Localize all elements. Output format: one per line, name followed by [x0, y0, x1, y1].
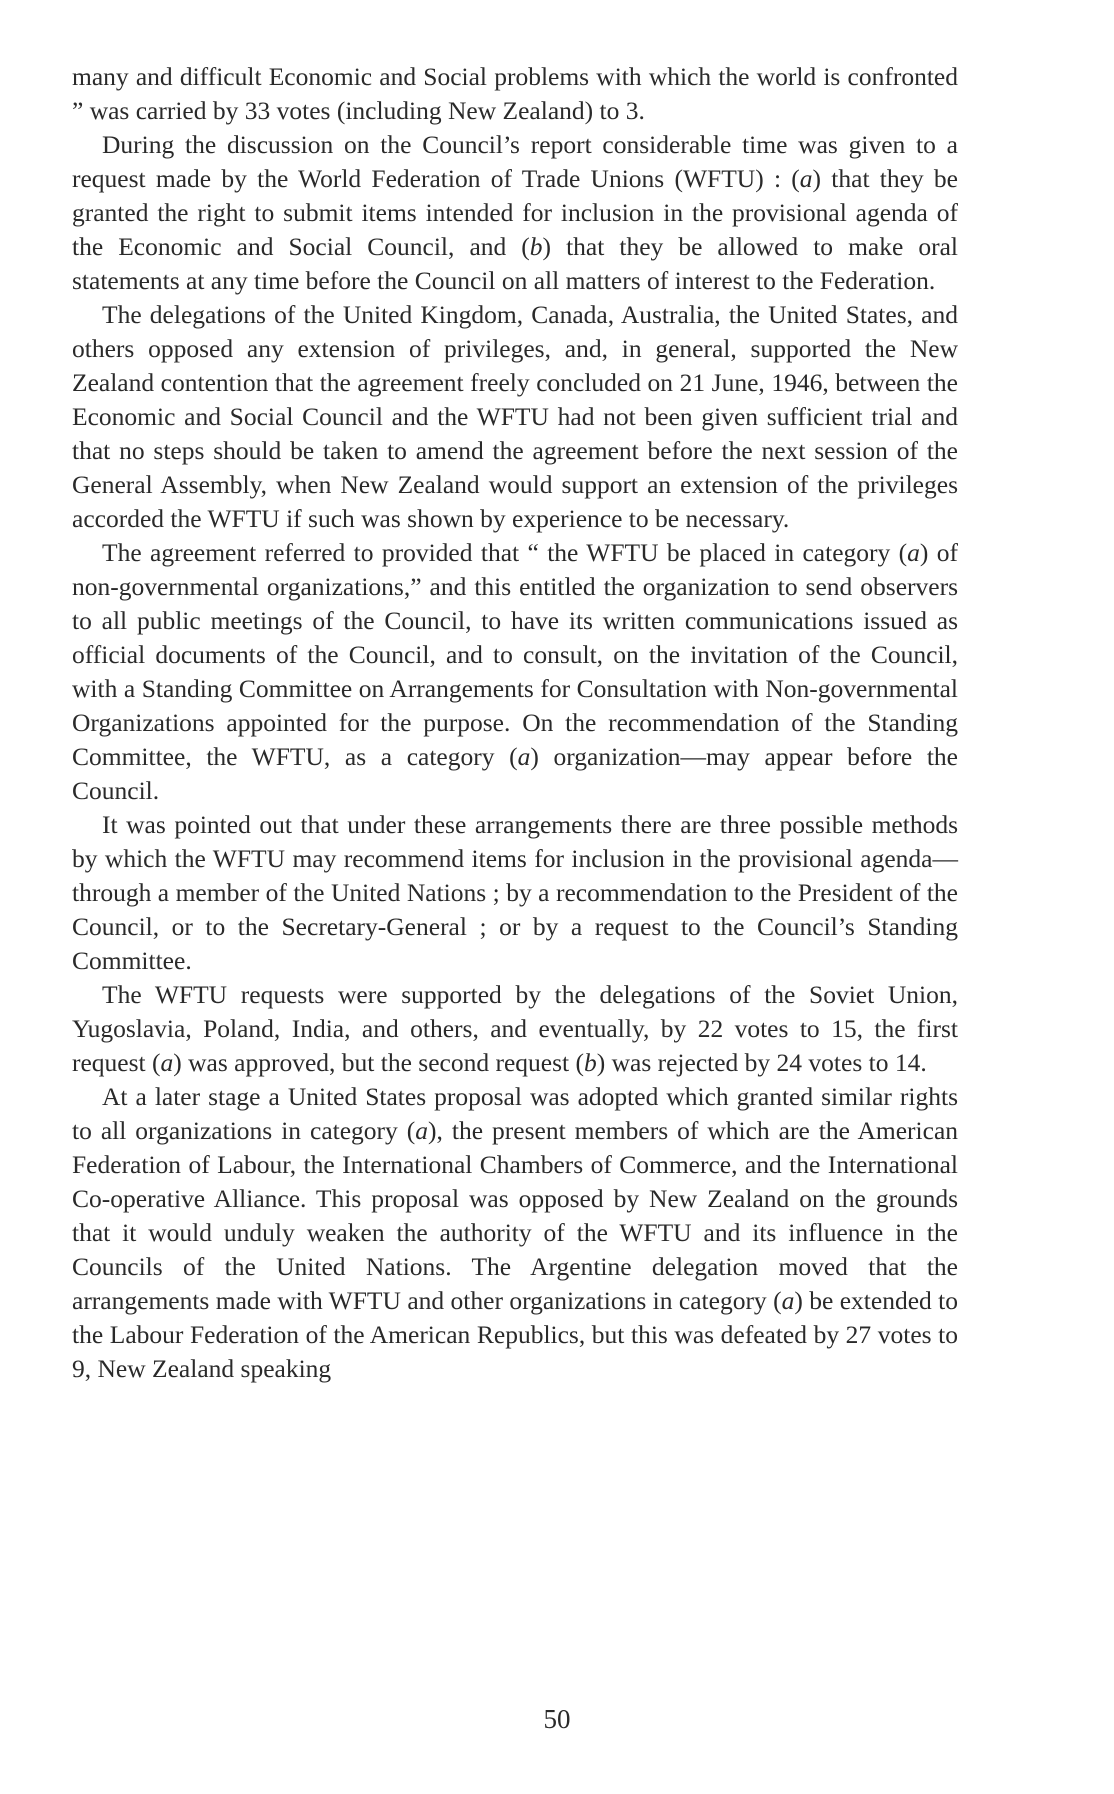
paragraph-methods: It was pointed out that under these arrangements there are three possible methods by which the WFTU may recommend items for inclusion in the provisional agenda—through a member of the United Nations ; by a recommendation to the President of the Council, or to the Secretary-General ; or by a request to the Council’s Standing Committee.	[72, 810, 958, 975]
paragraph-us-proposal: At a later stage a United States proposal was adopted which granted similar rights to all organizations in category (a), the present members of which are the American Federation of Labour, the International Chambers of Commerce, and the International Co-operative Alliance. This proposal was opposed by New Zealand on the grounds that it would unduly weaken the authority of the WFTU and its influence in the Councils of the United Nations. The Argentine delegation moved that the arrangements made with WFTU and other organizations in category (a) be extended to the Labour Federation of the American Republics, but this was defeated by 27 votes to 9, New Zealand speaking	[72, 1082, 959, 1383]
paragraph-wftu-request: During the discussion on the Council’s report considerable time was given to a request made by the World Federation of Trade Unions (WFTU) : (a) that they be granted the right to submit items intended for inclusion in the provisional agenda of the Economic and Social Council, and (b) that they be allowed to make oral statements at any time before the Council on all matters of interest to the Federation.	[72, 130, 959, 295]
paragraph-agreement: The agreement referred to provided that “ the WFTU be placed in category (a) of non-governmental organizations,” and this entitled the organization to send observers to all public meetings of the Council, to have its written communications issued as official documents of the Council, and to consult, on the invitation of the Council, with a Standing Committee on Arrangements for Consultation with Non-governmental Organizations appointed for the purpose. On the recommendation of the Standing Committee, the WFTU, as a category (a) organization—may appear before the Council.	[72, 538, 959, 805]
paragraph-votes: The WFTU requests were supported by the delegations of the Soviet Union, Yugoslavia, Poland, India, and others, and eventually, by 22 votes to 15, the first request (a) was approved, but the second request (b) was rejected by 24 votes to 14.	[72, 980, 958, 1077]
paragraph-continuation: many and difficult Economic and Social problems with which the world is confronted ” was carried by 33 votes (including New Zealand) to 3.	[72, 62, 958, 125]
paragraph-opposition: The delegations of the United Kingdom, Canada, Australia, the United States, and others opposed any extension of privileges, and, in general, supported the New Zealand contention that the agreement freely concluded on 21 June, 1946, between the Economic and Social Council and the WFTU had not been given sufficient trial and that no steps should be taken to amend the agreement before the next session of the General Assembly, when New Zealand would support an extension of the privileges accorded the WFTU if such was shown by experience to be necessary.	[72, 300, 958, 533]
page-body	[72, 60, 958, 1386]
page-number: 50	[543, 1704, 571, 1734]
